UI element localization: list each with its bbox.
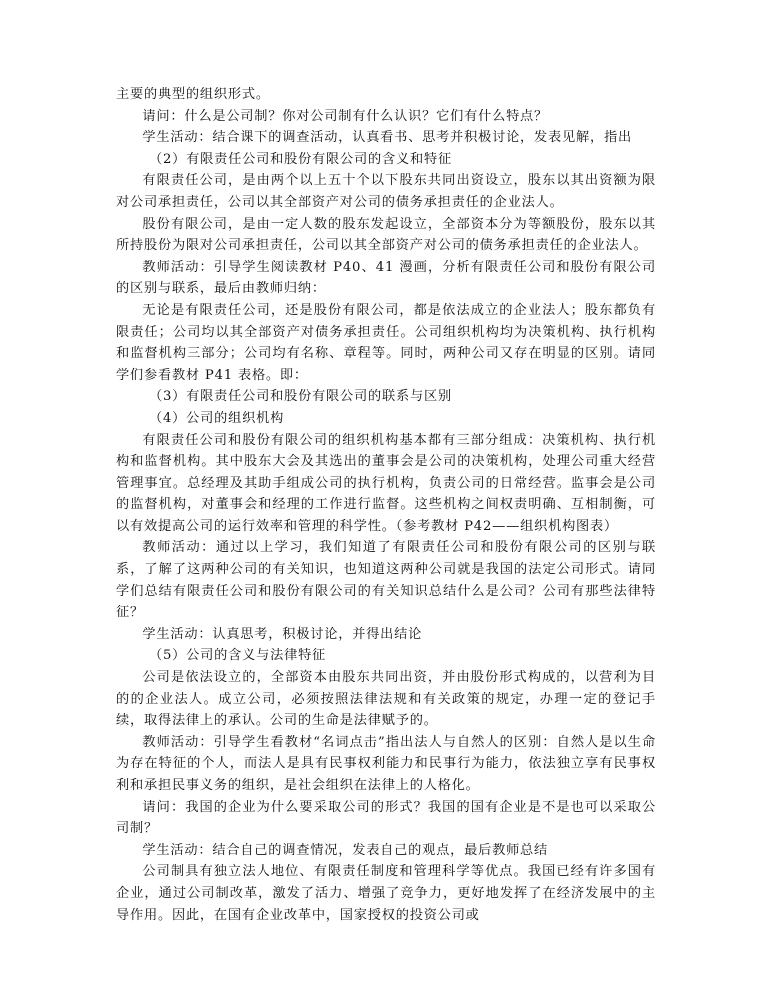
- question-state-enterprise: 请问：我国的企业为什么要采取公司的形式？我国的国有企业是不是也可以采取公司制？: [116, 799, 656, 837]
- teacher-activity-2: 教师活动：通过以上学习，我们知道了有限责任公司和股份有限公司的区别与联系，了解了这两种公司的有关知识，也知道这两种公司就是我国的法定公司形式。请同学们总结有限责任公司和股份有限公司的有关知识总结什么是公司？公司有那些法律特征？: [116, 540, 656, 621]
- paragraph-company-advantages: 公司制具有独立法人地位、有限责任制度和管理科学等优点。我国已经有许多国有企业，通过公司制改革，激发了活力、增强了竞争力，更好地发挥了在经济发展中的主导作用。因此，在国有企业改革中，国家授权的投资公司或: [116, 864, 656, 923]
- student-activity-2: 学生活动：认真思考，积极讨论，并得出结论: [142, 626, 423, 642]
- paragraph-joint-stock-definition: 股份有限公司，是由一定人数的股东发起设立，全部资本分为等额股份，股东以其所持股份为限对公司承担责任，公司以其全部资产对公司的债务承担责任的企业法人。: [116, 216, 656, 254]
- teacher-activity-3: 教师活动：引导学生看教材“名词点击”指出法人与自然人的区别：自然人是以生命为存在特征的个人，而法人是具有民事权利能力和民事行为能力，依法独立享有民事权利和承担民事义务的组织，是社会组织在法律上的人格化。: [116, 734, 656, 793]
- paragraph-organization-structure: 有限责任公司和股份有限公司的组织机构基本都有三部分组成：决策机构、执行机构和监督机构。其中股东大会及其选出的董事会是公司的决策机构，处理公司重大经营管理事宜。总经理及其助手组成公司的执行机构，负责公司的日常经营。监事会是公司的监督机构，对董事会和经理的工作进行监督。这些机构之间权责明确、互相制衡，可以有效提高公司的运行效率和管理的科学性。（参考教材 P42——组织机构图表）: [116, 432, 656, 534]
- paragraph-summary-comparison: 无论是有限责任公司，还是股份有限公司，都是依法成立的企业法人；股东都负有限责任；公司均以其全部资产对债务承担责任。公司组织机构均为决策机构、执行机构和监督机构三部分；公司均有名称、章程等。同时，两种公司又存在明显的区别。请同学们参看教材 P41 表格。即：: [116, 302, 656, 383]
- section-heading-5: （5）公司的含义与法律特征: [149, 648, 327, 664]
- document-body: [116, 84, 656, 926]
- paragraph-company-definition: 公司是依法设立的，全部资本由股东共同出资，并由股份形式构成的，以营利为目的的企业法人。成立公司，必须按照法律法规和有关政策的规定，办理一定的登记手续，取得法律上的承认。公司的生命是法律赋予的。: [116, 670, 656, 729]
- teacher-activity-1: 教师活动：引导学生阅读教材 P40、41 漫画，分析有限责任公司和股份有限公司的区别与联系，最后由教师归纳：: [116, 259, 656, 297]
- paragraph-llc-definition: 有限责任公司，是由两个以上五十个以下股东共同出资设立，股东以其出资额为限对公司承担责任，公司以其全部资产对公司的债务承担责任的企业法人。: [116, 173, 656, 210]
- question-company-system: 请问：什么是公司制？你对公司制有什么认识？它们有什么特点？: [142, 108, 549, 124]
- student-activity-3: 学生活动：结合自己的调查情况，发表自己的观点，最后教师总结: [142, 842, 549, 858]
- section-heading-4: （4）公司的组织机构: [149, 410, 285, 426]
- section-heading-3: （3）有限责任公司和股份有限公司的联系与区别: [149, 389, 452, 405]
- section-heading-2: （2）有限责任公司和股份有限公司的含义和特征: [149, 151, 452, 167]
- paragraph-intro-tail: 主要的典型的组织形式。: [116, 87, 270, 102]
- student-activity-1: 学生活动：结合课下的调查活动，认真看书、思考并积极讨论，发表见解，指出: [142, 130, 632, 146]
